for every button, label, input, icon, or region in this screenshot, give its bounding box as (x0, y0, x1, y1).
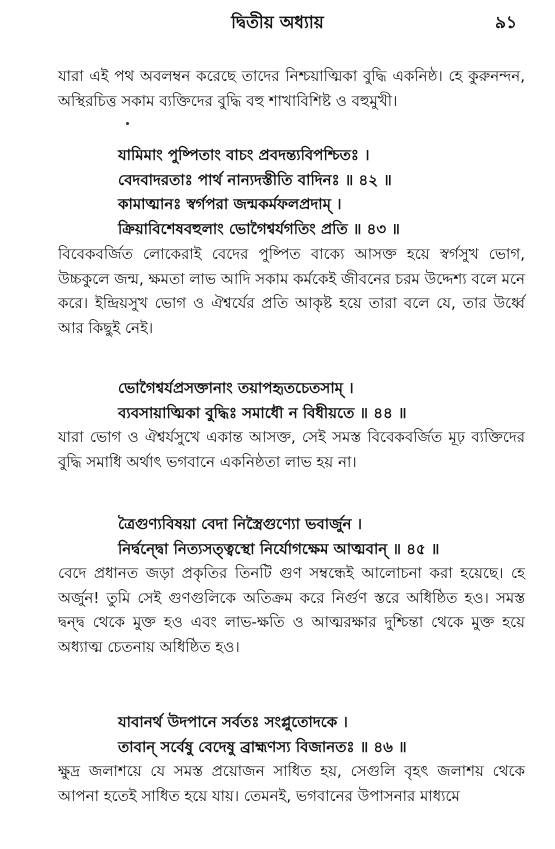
intro-paragraph: যারা এই পথ অবলম্বন করেছে তাদের নিশ্চয়াত্মিকা বুদ্ধি একনিষ্ঠ। হে কুরুনন্দন, অস্থিরচিত্ত সকাম ব্যক্তিদের বুদ্ধি বহু শাখাবিশিষ্ট ও বহুমুখী। (58, 67, 525, 110)
verse-46-block (0, 710, 555, 759)
page-number: ৯১ (494, 13, 517, 33)
translation-45: বেদে প্রধানত জড়া প্রকৃতির তিনটি গুণ সম্বন্ধেই আলোচনা করা হয়েছে। হে অর্জুন! তুমি সেই গুণগুলিকে অতিক্রম করে নির্গুণ স্তরে অধিষ্ঠিত হও। সমস্ত দ্বন্দ্ব থেকে মুক্ত হও এবং লাভ-ক্ষতি ও আত্মরক্ষার দুশ্চিন্তা থেকে মুক্ত হয়ে অধ্যাত্ম চেতনায় অধিষ্ঠিত হও। (58, 564, 525, 656)
page-header (0, 10, 555, 40)
verse-line: ক্রিয়াবিশেষবহুলাং ভোগৈশ্বর্যগতিং প্রতি ॥ ৪৩ ॥ (118, 219, 400, 238)
verse-42-43-block (0, 143, 555, 241)
translation-42-43: বিবেকবর্জিত লোকেরাই বেদের পুষ্পিত বাক্যে আসক্ত হয়ে স্বর্গসুখ ভোগ, উচ্চকুলে জন্ম, ক্ষমতা লাভ আদি সকাম কর্মকেই জীবনের চরম উদ্দেশ্য বলে মনে করে। ইন্দ্রিয়সুখ ভোগ ও ঐশ্বর্যের প্রতি আকৃষ্ট হয়ে তারা বলে যে, তার উর্ধ্বে আর কিছুই নেই। (58, 245, 525, 337)
verse-45 (118, 512, 555, 561)
translation-45-block (0, 561, 555, 659)
verse-line: ভোগৈশ্বর্যপ্রসক্তানাং তয়াপহৃতচেতসাম্ । (118, 379, 354, 397)
verse-line: বেদবাদরতাঃ পার্থ নান্যদস্তীতি বাদিনঃ ॥ ৪২ ॥ (118, 170, 392, 189)
verse-45-block (0, 512, 555, 561)
verse-line: যামিমাং পুষ্পিতাং বাচং প্রবদন্ত্যবিপশ্চিতঃ । (118, 146, 370, 164)
verse-line: তাবান্ সর্বেষু বেদেষু ব্রাহ্মণস্য বিজানতঃ ॥ ৪৬ ॥ (118, 737, 407, 756)
translation-44: যারা ভোগ ও ঐশ্বর্যসুখে একান্ত আসক্ত, সেই সমস্ত বিবেকবর্জিত মূঢ় ব্যক্তিদের বুদ্ধি সমাধি অর্থাৎ ভগবানে একনিষ্ঠতা লাভ হয় না। (58, 428, 525, 471)
verse-44-block (0, 376, 555, 425)
ink-dot (126, 122, 129, 125)
verse-42-43 (118, 143, 555, 241)
translation-46-block (0, 759, 555, 808)
verse-46 (118, 710, 555, 759)
verse-line: কামাত্মানঃ স্বর্গপরা জন্মকর্মফলপ্রদাম্ । (118, 195, 342, 213)
translation-44-block (0, 425, 555, 474)
verse-line: ত্রৈগুণ্যবিষয়া বেদা নিস্ত্রৈগুণ্যো ভবার্জুন । (118, 515, 363, 533)
verse-line: যাবানর্থ উদপানে সর্বতঃ সংপ্লুতোদকে । (118, 713, 348, 731)
verse-line: ব্যবসায়াত্মিকা বুদ্ধিঃ সমাধৌ ন বিধীয়তে ॥ ৪৪ ॥ (118, 403, 407, 422)
translation-46: ক্ষুদ্র জলাশয়ে যে সমস্ত প্রয়োজন সাধিত হয়, সেগুলি বৃহৎ জলাশয় থেকে আপনা হতেই সাধিত হয়ে যায়। তেমনই, ভগবানের উপাসনার মাধ্যমে (58, 762, 525, 805)
chapter-title: দ্বিতীয় অধ্যায় (231, 13, 324, 33)
verse-line: নির্দ্বন্দ্বো নিত্যসত্ত্বস্থো নির্যোগক্ষেম আত্মবান্ ॥ ৪৫ ॥ (118, 539, 440, 558)
translation-42-43-block (0, 242, 555, 340)
verse-44 (118, 376, 555, 425)
intro-paragraph-block (0, 64, 555, 113)
